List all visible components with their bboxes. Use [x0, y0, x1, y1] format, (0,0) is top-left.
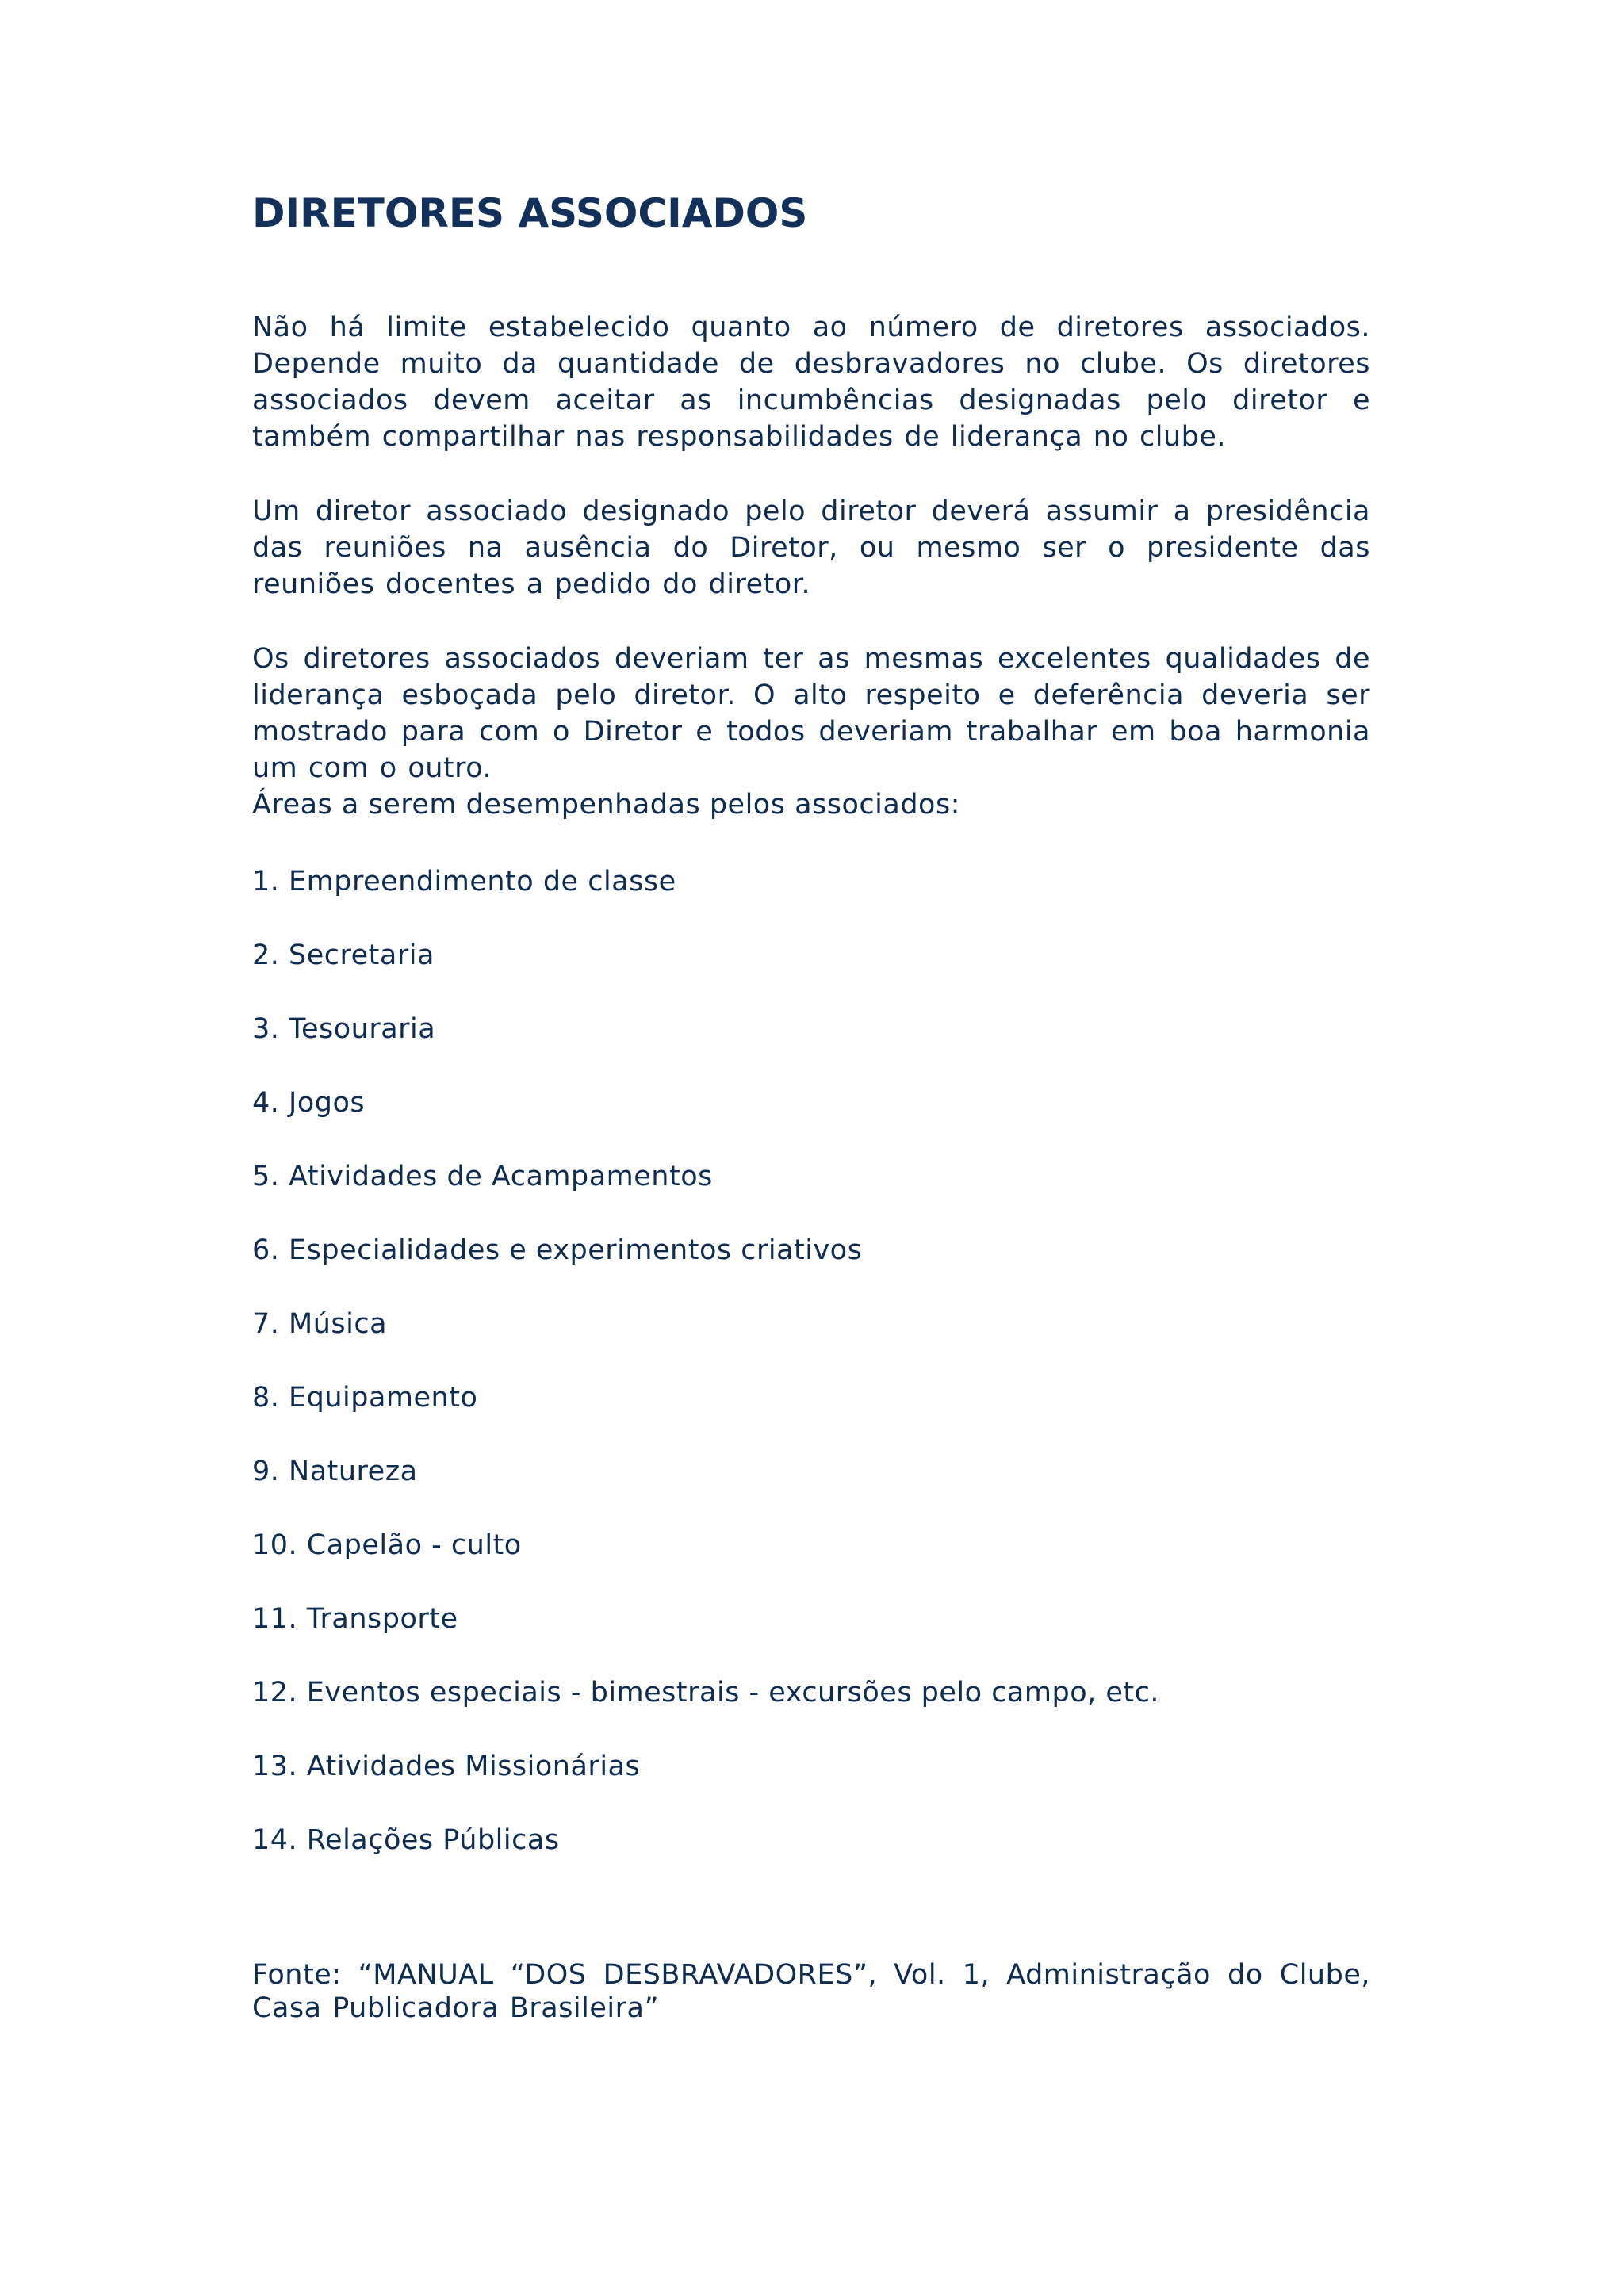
list-item: 10. Capelão - culto	[252, 1529, 522, 1561]
areas-list	[252, 863, 1159, 1896]
list-item: 8. Equipamento	[252, 1382, 478, 1414]
list-item: 7. Música	[252, 1308, 388, 1340]
paragraph-intro: Não há limite estabelecido quanto ao número de diretores associados. Depende muito da quantidade de desbravadores no clube. Os diretores associados devem aceitar as incumbências designadas pelo diretor e também compartilhar nas responsabilidades de liderança no clube.	[252, 312, 1370, 453]
list-item: 12. Eventos especiais - bimestrais - excursões pelo campo, etc.	[252, 1677, 1159, 1709]
areas-heading: Áreas a serem desempenhadas pelos associados:	[252, 789, 960, 821]
list-item: 14. Relações Públicas	[252, 1824, 560, 1856]
list-item: 2. Secretaria	[252, 939, 435, 971]
list-item: 6. Especialidades e experimentos criativos	[252, 1234, 863, 1266]
list-item: 11. Transporte	[252, 1603, 458, 1635]
list-item: 3. Tesouraria	[252, 1013, 436, 1045]
source-citation: Fonte: “MANUAL “DOS DESBRAVADORES”, Vol. 1, Administração do Clube, Casa Publicadora Brasileira”	[252, 1959, 1370, 2024]
list-item: 13. Atividades Missionárias	[252, 1751, 641, 1782]
list-item: 1. Empreendimento de classe	[252, 866, 676, 897]
paragraph-presidency: Um diretor associado designado pelo diretor deverá assumir a presidência das reuniões na ausência do Diretor, ou mesmo ser o presidente das reuniões docentes a pedido do diretor.	[252, 496, 1370, 600]
page-title: DIRETORES ASSOCIADOS	[252, 190, 808, 236]
list-item: 4. Jogos	[252, 1087, 366, 1119]
list-item: 5. Atividades de Acampamentos	[252, 1161, 713, 1192]
paragraph-qualities: Os diretores associados deveriam ter as mesmas excelentes qualidades de liderança esboçada pelo diretor. O alto respeito e deferência deveria ser mostrado para com o Diretor e todos deveriam trabalhar em boa harmonia um com o outro.	[252, 643, 1370, 784]
list-item: 9. Natureza	[252, 1456, 418, 1487]
